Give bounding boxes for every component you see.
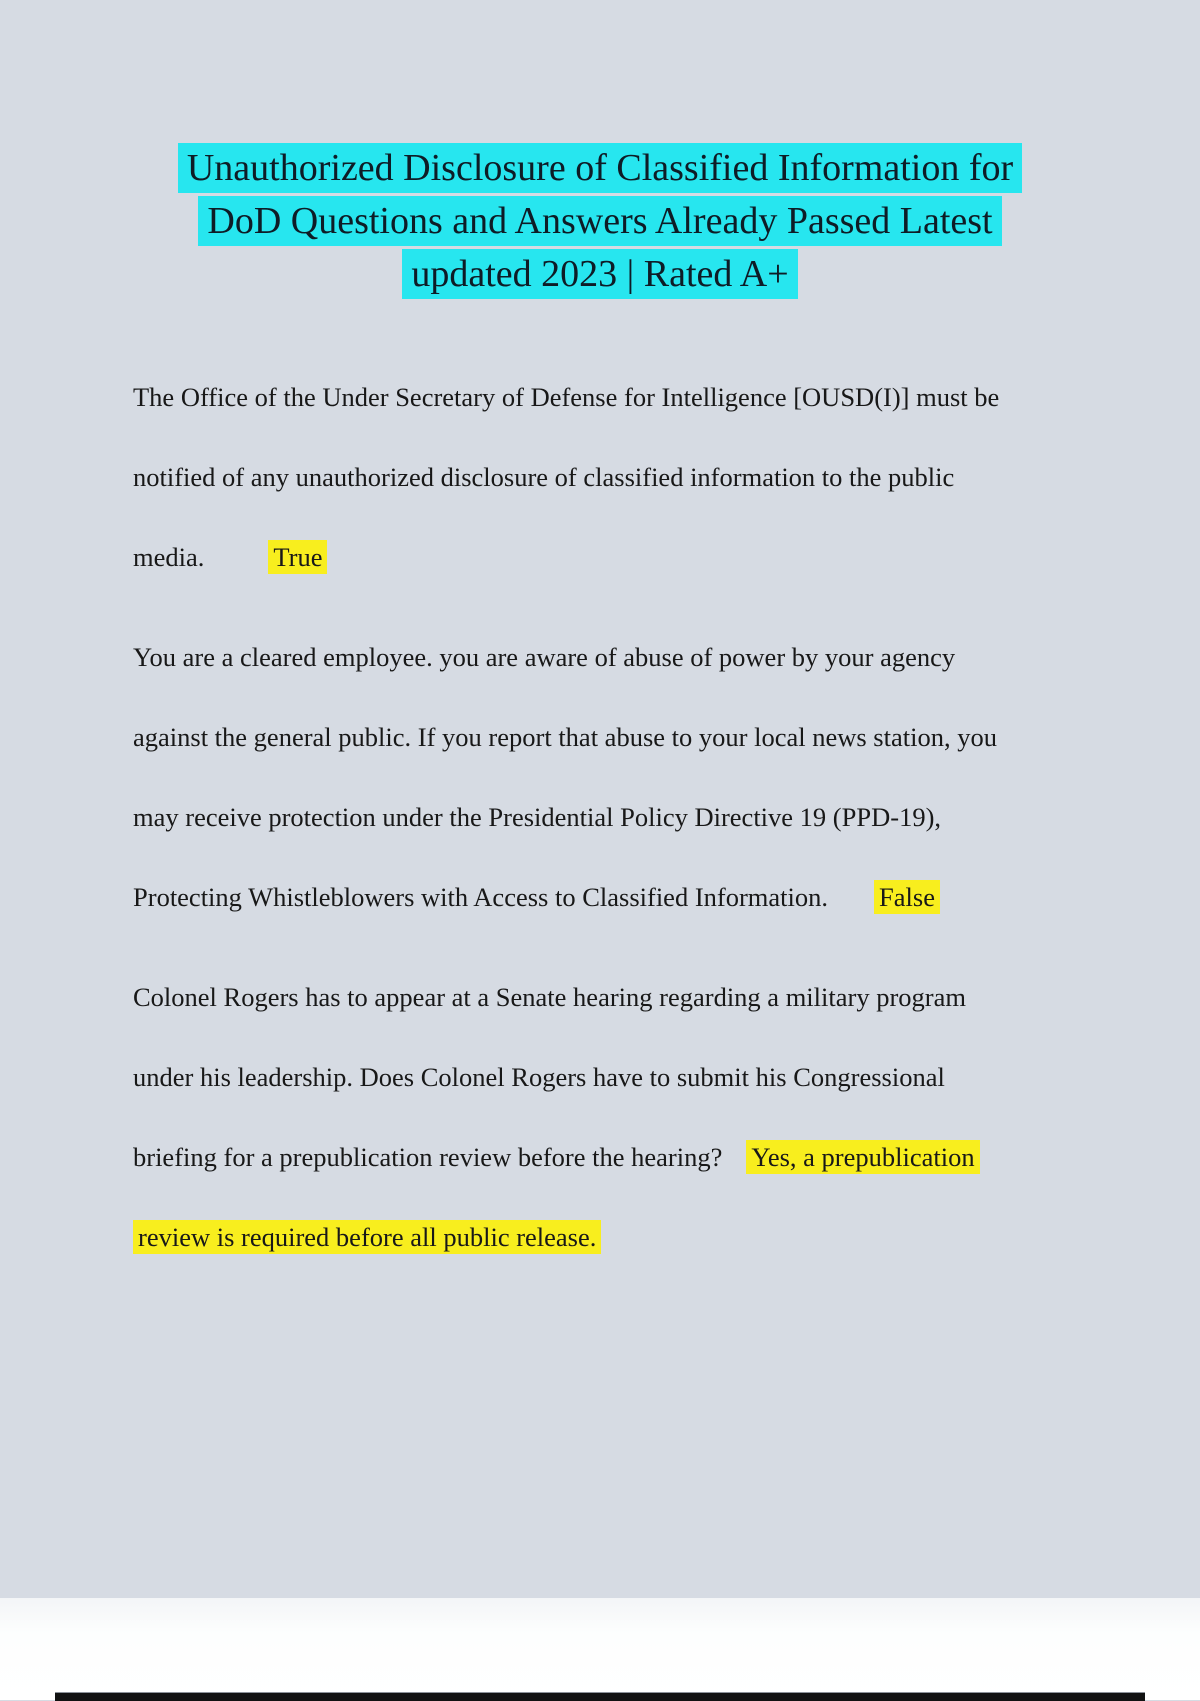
question-text: may receive protection under the Presidential Policy Directive 19 (PPD-19),	[133, 802, 942, 832]
text-line	[133, 1117, 1083, 1197]
text-line	[133, 857, 1083, 937]
text-line	[133, 957, 1083, 1037]
text-line	[133, 517, 1083, 597]
question-text: Protecting Whistleblowers with Access to Classified Information.	[133, 882, 829, 912]
title-line	[178, 143, 1022, 193]
text-line	[133, 357, 1083, 437]
title-line	[198, 196, 1001, 246]
title-line	[402, 249, 797, 299]
title-line-1-highlight: Unauthorized Disclosure of Classified Information for	[178, 143, 1022, 193]
text-line	[133, 777, 1083, 857]
text-line	[133, 1037, 1083, 1117]
text-line	[133, 1197, 1083, 1277]
question-text: You are a cleared employee. you are aware of abuse of power by your agency	[133, 642, 956, 672]
question-text: briefing for a prepublication review before the hearing?	[133, 1142, 723, 1172]
answer-highlight: True	[268, 540, 327, 574]
title-line-2-highlight: DoD Questions and Answers Already Passed Latest	[198, 196, 1001, 246]
question-text: Colonel Rogers has to appear at a Senate hearing regarding a military program	[133, 982, 966, 1012]
question-text: under his leadership. Does Colonel Rogers have to submit his Congressional	[133, 1062, 945, 1092]
answer-highlight: False	[874, 880, 940, 914]
text-line	[133, 437, 1083, 517]
qa-paragraph-1	[133, 357, 1083, 597]
question-text: against the general public. If you report that abuse to your local news station, you	[133, 722, 997, 752]
answer-highlight: Yes, a prepublication	[746, 1140, 979, 1174]
question-text: The Office of the Under Secretary of Defense for Intelligence [OUSD(I)] must be	[133, 382, 1000, 412]
question-text: media.	[133, 542, 205, 572]
document-body	[133, 357, 1083, 1297]
question-text: notified of any unauthorized disclosure of classified information to the public	[133, 462, 955, 492]
title-line-3-highlight: updated 2023 | Rated A+	[402, 249, 797, 299]
text-line	[133, 697, 1083, 777]
document-title	[130, 142, 1070, 301]
text-line	[133, 617, 1083, 697]
qa-paragraph-2	[133, 617, 1083, 937]
answer-highlight: review is required before all public release.	[133, 1220, 601, 1254]
qa-paragraph-3	[133, 957, 1083, 1277]
next-page-edge	[0, 1598, 1200, 1700]
